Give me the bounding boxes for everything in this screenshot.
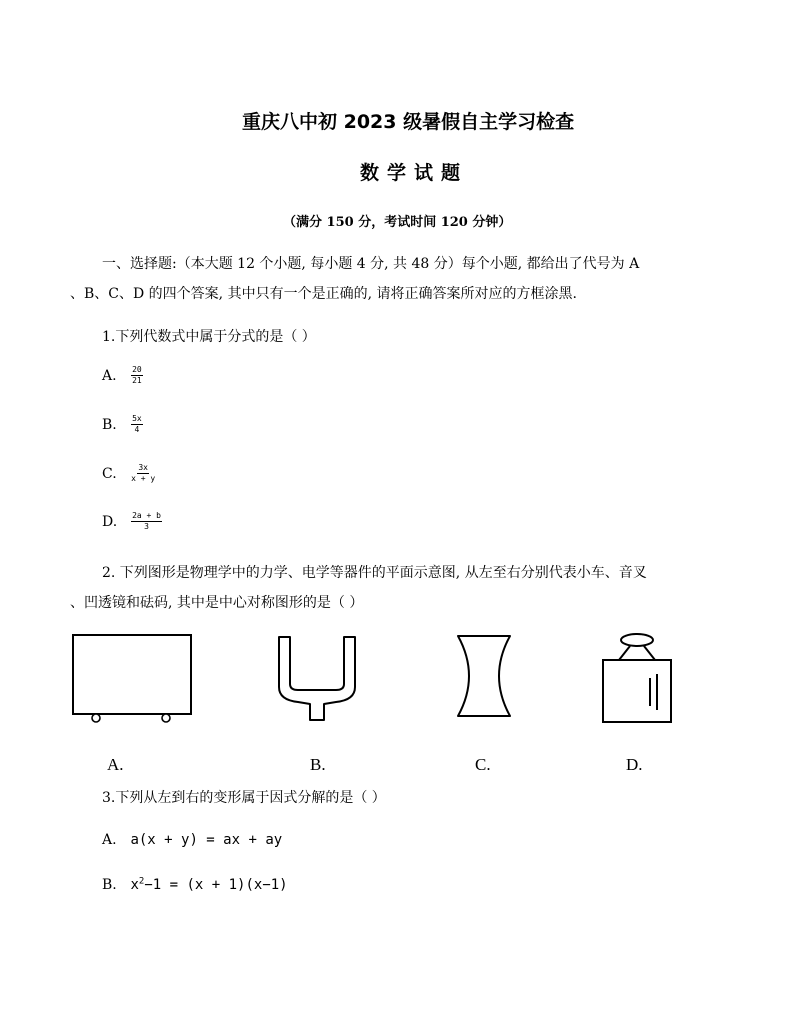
- weight-icon: [597, 630, 687, 730]
- question-1-option-c[interactable]: [102, 463, 155, 484]
- expr-base: x: [130, 876, 139, 893]
- tuning-fork-icon: [274, 632, 364, 728]
- concave-lens-icon: [450, 632, 520, 722]
- option-label: A.: [102, 832, 117, 848]
- question-3-option-a[interactable]: [102, 832, 282, 848]
- fraction-denominator: 21: [132, 376, 142, 385]
- fraction-denominator: 4: [134, 425, 140, 434]
- fraction: [131, 414, 143, 435]
- figure-label-d: D.: [626, 755, 643, 774]
- fraction-denominator: 3: [144, 522, 149, 531]
- question-1-option-d[interactable]: [102, 511, 162, 532]
- figure-label-a: A.: [107, 755, 124, 774]
- option-expression: a(x + y) = ax + ay: [130, 832, 283, 848]
- question-1-option-b[interactable]: [102, 414, 143, 435]
- page-subtitle: 数学试题: [360, 162, 469, 184]
- question-2-stem-line2: 、凹透镜和砝码, 其中是中心对称图形的是（ ）: [70, 595, 364, 611]
- page-title: 重庆八中初 2023 级暑假自主学习检查: [242, 111, 575, 133]
- expr-rest: −1 = (x + 1)(x−1): [144, 876, 288, 893]
- question-2-stem-line1: 2. 下列图形是物理学中的力学、电学等器件的平面示意图, 从左至右分别代表小车、音叉: [102, 565, 647, 581]
- option-label: B.: [102, 417, 117, 433]
- question-3-stem: 3.下列从左到右的变形属于因式分解的是（ ）: [102, 790, 386, 806]
- cart-icon: [66, 630, 196, 730]
- fraction-denominator: x + y: [131, 474, 156, 483]
- fraction: [131, 463, 155, 484]
- fraction-numerator: 5x: [132, 414, 142, 423]
- fraction-numerator: 20: [132, 365, 142, 374]
- question-1-stem: 1.下列代数式中属于分式的是（ ）: [102, 329, 316, 345]
- section-instructions-line2: 、B、C、D 的四个答案, 其中只有一个是正确的, 请将正确答案所对应的方框涂黑.: [70, 286, 577, 302]
- question-1-option-a[interactable]: [102, 365, 143, 386]
- section-instructions-line1: 一、选择题:（本大题 12 个小题, 每小题 4 分, 共 48 分）每个小题, 都给出了代号为 A: [102, 256, 640, 272]
- fraction: [131, 511, 162, 532]
- option-label: B.: [102, 876, 117, 893]
- figure-label-c: C.: [475, 755, 491, 774]
- expr-exponent: 2: [138, 876, 145, 886]
- figure-label-b: B.: [310, 755, 326, 774]
- option-label: C.: [102, 466, 117, 482]
- fraction-numerator: 3x: [138, 463, 148, 472]
- question-3-option-b[interactable]: [102, 876, 288, 893]
- option-label: A.: [102, 368, 117, 384]
- option-expression: [130, 877, 287, 893]
- option-label: D.: [102, 514, 118, 530]
- exam-note: （满分 150 分，考试时间 120 分钟）: [283, 215, 512, 230]
- fraction-numerator: 2a + b: [132, 511, 161, 520]
- fraction: [131, 365, 143, 386]
